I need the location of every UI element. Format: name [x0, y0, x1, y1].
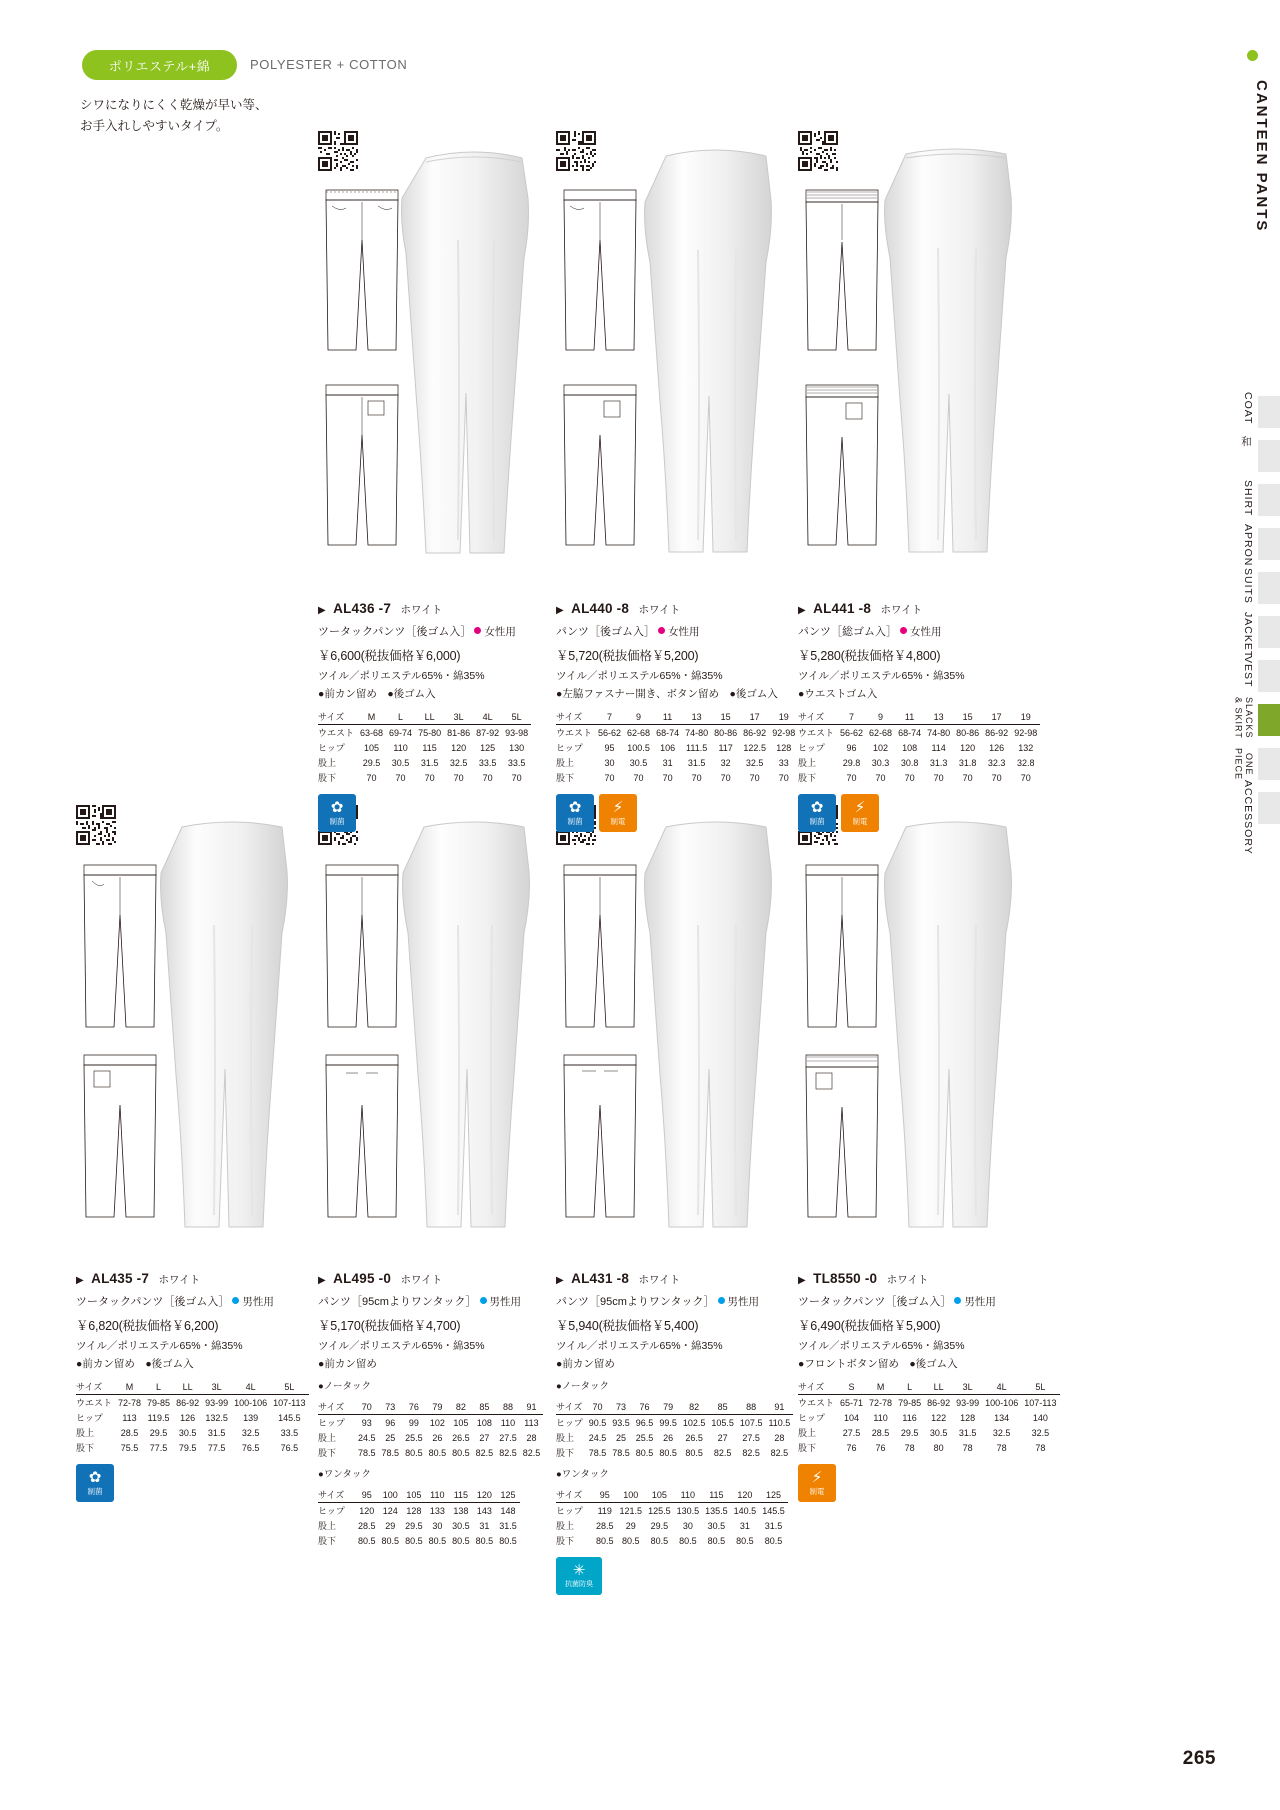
triangle-icon: ▶	[556, 1275, 564, 1286]
product-name: ツータックパンツ［後ゴム入］	[318, 626, 472, 638]
antistatic-icon: ⚡ 制電	[599, 794, 637, 832]
product-name-row	[318, 1294, 548, 1311]
technical-drawing-al435-back	[76, 1045, 164, 1230]
rail-tab-slacks-skirt[interactable]	[1222, 698, 1280, 742]
qr-code-al441	[798, 131, 838, 171]
rail-tab-apron[interactable]	[1222, 522, 1280, 566]
table-row: ヒップ 96 102 108 114 120 126 132	[798, 742, 1034, 754]
table-row: 股上 28.5 29 29.5 30 30.5 31 31.5	[318, 1520, 517, 1532]
table-row: ウエスト 65-71 72-78 79-85 86-92 93-99 100-106 107-113	[798, 1397, 1057, 1409]
gender-label	[474, 626, 516, 638]
rail-tab-label: SUITS	[1242, 568, 1254, 604]
table-row: ヒップ 95 100.5 106 111.5 117 122.5 128	[556, 742, 792, 754]
table-row: ヒップ 113 119.5 126 132.5 139 145.5	[76, 1412, 301, 1424]
product-material: ツイル／ポリエステル65%・綿35%	[556, 1339, 723, 1352]
product-card-al495	[318, 1270, 548, 1548]
triangle-icon: ▶	[798, 605, 806, 616]
size-table-al441: サイズ 7 9 11 13 15 17 19 ウエスト 56-62 62-68 68-74 74-80 80-86 86-92 92-98 ヒップ 96 102 108 114 120 126 132 股上 29.8 30.3 30.8 31.3 31.8 32.3 32.8 股下 70 70 70 70 70 70 70	[798, 709, 1040, 785]
product-code: AL435 -7	[91, 1271, 150, 1286]
page-number: 265	[1182, 1748, 1216, 1769]
rail-tab-block	[1258, 396, 1280, 428]
gender-dot-icon	[474, 627, 481, 634]
rail-tab-jacket[interactable]	[1222, 610, 1280, 659]
size-header: LL	[415, 709, 444, 725]
feature-icons	[556, 1557, 791, 1595]
product-header	[318, 1270, 548, 1288]
table-row: 股上 24.5 25 25.5 26 26.5 27 27.5 28	[318, 1432, 537, 1444]
triangle-icon: ▶	[76, 1275, 84, 1286]
rail-tab-block	[1258, 748, 1280, 780]
triangle-icon: ▶	[318, 605, 326, 616]
table-row: ヒップ 104 110 116 122 128 134 140	[798, 1412, 1048, 1424]
product-name-row	[318, 624, 533, 641]
product-material: ツイル／ポリエステル65%・綿35%	[556, 669, 723, 682]
rail-tab-block	[1258, 440, 1280, 472]
rail-tab-vest[interactable]	[1222, 654, 1280, 698]
product-header	[798, 1270, 1028, 1288]
product-spec: ●ウエストゴム入	[798, 687, 878, 700]
table-row: 股下 78.5 78.5 80.5 80.5 80.5 82.5 82.5 82.5	[318, 1447, 541, 1459]
product-card-al431	[556, 1270, 791, 1595]
technical-drawing-tl8550-back	[798, 1045, 886, 1230]
product-header	[798, 600, 1028, 618]
product-code: AL440 -8	[571, 601, 630, 616]
rail-tab-label: SHIRT	[1242, 480, 1254, 517]
technical-drawing-al431-front	[556, 855, 644, 1040]
technical-drawing-al440-front	[556, 180, 644, 365]
product-material: ツイル／ポリエステル65%・綿35%	[798, 669, 965, 682]
gender-dot-icon	[954, 1297, 961, 1304]
rail-tab-block	[1258, 660, 1280, 692]
technical-drawing-al435-front	[76, 855, 164, 1040]
table-row: 股下 70 70 70 70 70 70 70	[556, 772, 789, 784]
size-table-al440: サイズ 7 9 11 13 15 17 19 ウエスト 56-62 62-68 68-74 74-80 80-86 86-92 92-98 ヒップ 95 100.5 106 111.5 117 122.5 128 股上 30 30.5 31 31.5 32 32.5 33 股下 70 70 70 70 70 70 70	[556, 709, 798, 785]
size-table-al495-one-tuck: サイズ 95 100 105 110 115 120 125 ヒップ 120 124 128 133 138 143 148 股上 28.5 29 29.5 30 30.5 31 31.5 股下 80.5 80.5 80.5 80.5 80.5 80.5 80.5	[318, 1487, 520, 1548]
product-photo-al435	[156, 815, 308, 1235]
sub-table-label: ●ノータック	[556, 1381, 609, 1393]
category-badge	[82, 50, 237, 80]
product-code: AL431 -8	[571, 1271, 630, 1286]
antibacterial-icon: ✿ 制菌	[556, 794, 594, 832]
sub-table-label: ●ワンタック	[556, 1469, 609, 1481]
rail-tab-label: APRON	[1242, 524, 1254, 567]
table-row: ヒップ 119 121.5 125.5 130.5 135.5 140.5 145.5	[556, 1505, 785, 1517]
table-row: 股下 80.5 80.5 80.5 80.5 80.5 80.5 80.5	[318, 1535, 517, 1547]
lead-line-2: お手入れしやすいタイプ。	[80, 118, 229, 133]
product-name: パンツ［95cmよりワンタック］	[318, 1296, 477, 1308]
table-row: 股上 24.5 25 25.5 26 26.5 27 27.5 28	[556, 1432, 785, 1444]
qr-code-al440	[556, 131, 596, 171]
lead-line-1: シワになりにくく乾燥が早い等、	[80, 98, 268, 112]
gender-dot-icon	[480, 1297, 487, 1304]
feature-icons	[798, 794, 1028, 832]
product-price: ￥5,940(税抜価格￥5,400)	[556, 1318, 699, 1333]
product-spec: ●左脇ファスナー開き、ボタン留め ●後ゴム入	[556, 687, 778, 700]
size-table-al436	[318, 709, 531, 785]
technical-drawing-al495-back	[318, 1045, 406, 1230]
product-card-tl8550	[798, 1270, 1057, 1502]
product-name-row	[76, 1294, 291, 1311]
size-header: サイズ	[318, 709, 357, 725]
gender-dot-icon	[232, 1297, 239, 1304]
table-row: 股上 27.5 28.5 29.5 30.5 31.5 32.5 32.5	[798, 1427, 1050, 1439]
table-row: ウエスト 72-78 79-85 86-92 93-99 100-106 107-113	[76, 1397, 306, 1409]
category-badge-english: POLYESTER + COTTON	[250, 57, 408, 72]
technical-drawing-al436-front	[318, 180, 406, 365]
technical-drawing-al495-front	[318, 855, 406, 1040]
size-table-al431-one-tuck: サイズ 95 100 105 110 115 120 125 ヒップ 119 121.5 125.5 130.5 135.5 140.5 145.5 股上 28.5 29 29.5 30 30.5 31 31.5 股下 80.5 80.5 80.5 80.5 80.5 80.5 80.5	[556, 1487, 788, 1548]
rail-tab-coat[interactable]	[1222, 390, 1280, 434]
lead-text	[80, 95, 268, 136]
gender-text: 男性用	[727, 1296, 760, 1308]
rail-tab-block	[1258, 792, 1280, 824]
table-row: 股下 80.5 80.5 80.5 80.5 80.5 80.5 80.5	[556, 1535, 783, 1547]
antistatic-icon: ⚡ 制電	[798, 1464, 836, 1502]
gender-dot-icon	[900, 627, 907, 634]
product-name-row	[798, 1294, 1028, 1311]
product-material: ツイル／ポリエステル65%・綿35%	[318, 669, 485, 682]
product-name-row	[556, 1294, 791, 1311]
product-photo-tl8550	[880, 815, 1032, 1235]
product-price: ￥6,490(税抜価格￥5,900)	[798, 1318, 941, 1333]
product-name: ツータックパンツ［後ゴム入］	[798, 1296, 952, 1308]
size-header: L	[386, 709, 415, 725]
table-row: ヒップ 93 96 99 102 105 108 110 113	[318, 1417, 539, 1429]
size-header: 5L	[502, 709, 531, 725]
product-photo-al441	[880, 140, 1032, 560]
rail-tab-block	[1258, 704, 1280, 736]
size-header: 4L	[473, 709, 502, 725]
table-row: 股下 75.5 77.5 79.5 77.5 76.5 76.5	[76, 1442, 299, 1454]
product-code: TL8550 -0	[813, 1271, 878, 1286]
gender-label	[900, 626, 942, 638]
rail-tab-wa[interactable]	[1222, 434, 1280, 478]
table-row: 股上 28.5 29.5 30.5 31.5 32.5 33.5	[76, 1427, 299, 1439]
triangle-icon: ▶	[556, 605, 564, 616]
product-spec: ●前カン留め	[556, 1357, 615, 1370]
product-material: ツイル／ポリエステル65%・綿35%	[76, 1339, 243, 1352]
gender-text: 男性用	[489, 1296, 522, 1308]
product-price: ￥5,280(税抜価格￥4,800)	[798, 648, 941, 663]
feature-icons	[76, 1464, 291, 1502]
table-row: ヒップ 105 110 115 120 125 130	[318, 742, 525, 754]
rail-tab-accessory[interactable]	[1222, 780, 1280, 855]
gender-text: 女性用	[484, 626, 516, 638]
feature-icons	[798, 1464, 1028, 1502]
product-spec: ●前カン留め ●後ゴム入	[318, 687, 436, 700]
product-header	[556, 600, 781, 618]
rail-tab-block	[1258, 528, 1280, 560]
product-card-al435	[76, 1270, 306, 1502]
table-row: 股上 29.5 30.5 31.5 32.5 33.5 33.5	[318, 757, 526, 769]
triangle-icon: ▶	[798, 1275, 806, 1286]
product-header	[76, 1270, 291, 1288]
table-row: ウエスト 63-68 69-74 75-80 81-86 87-92 93-98	[318, 727, 529, 739]
antibacterial-icon: ✿ 制菌	[318, 794, 356, 832]
product-name-row	[798, 624, 1028, 641]
rail-tab-suits[interactable]	[1222, 566, 1280, 610]
product-color: ホワイト	[638, 1274, 681, 1286]
rail-tab-shirt[interactable]	[1222, 478, 1280, 522]
product-color: ホワイト	[158, 1274, 201, 1286]
table-row: ウエスト 56-62 62-68 68-74 74-80 80-86 86-92 92-98	[798, 727, 1038, 739]
feature-icons	[556, 794, 781, 832]
product-spec: ●前カン留め ●後ゴム入	[76, 1357, 194, 1370]
gender-label	[232, 1296, 274, 1308]
product-price: ￥5,720(税抜価格￥5,200)	[556, 648, 699, 663]
rail-tab-label: JACKET	[1242, 612, 1254, 659]
rail-tab-label: ONE PIECE	[1233, 747, 1254, 780]
feature-icons	[318, 794, 533, 832]
product-name: パンツ［95cmよりワンタック］	[556, 1296, 715, 1308]
product-code: AL436 -7	[333, 601, 392, 616]
table-row: ヒップ 120 124 128 133 138 143 148	[318, 1505, 516, 1517]
product-card-al441	[798, 600, 1038, 832]
rail-dot-icon	[1247, 50, 1258, 61]
rail-section-title: CANTEEN PANTS	[1253, 80, 1270, 233]
size-header: M	[357, 709, 386, 725]
rail-tab-label: 和	[1240, 436, 1252, 448]
size-table-al431-no-tuck: サイズ 70 73 76 79 82 85 88 91 ヒップ 90.5 93.5 96.5 99.5 102.5 105.5 107.5 110.5 股上 24.5 25 25.5 26 26.5 27 27.5 28 股下 78.5 78.5 80.5 80.5 80.5 82.5 82.5 82.5	[556, 1399, 793, 1460]
rail-tab-block	[1258, 616, 1280, 648]
product-price: ￥6,600(税抜価格￥6,000)	[318, 648, 461, 663]
product-name: パンツ［総ゴム入］	[798, 626, 897, 638]
side-index-rail	[1218, 0, 1280, 1810]
product-price: ￥6,820(税抜価格￥6,200)	[76, 1318, 219, 1333]
table-row: 股下 70 70 70 70 70 70	[318, 772, 522, 784]
product-photo-al436	[398, 140, 550, 560]
size-table-al435: サイズ M L LL 3L 4L 5L ウエスト 72-78 79-85 86-92 93-99 100-106 107-113 ヒップ 113 119.5 126 132.5 139 145.5 股上 28.5 29.5 30.5 31.5 32.5 33.5 股下 75.5 77.5 79.5 77.5 76.5 76.5	[76, 1379, 309, 1455]
rail-tab-label: COAT	[1242, 392, 1254, 425]
rail-tab-label: ACCESSORY	[1242, 780, 1254, 855]
product-header	[318, 600, 533, 618]
table-row: 股下 76 76 78 80 78 78 78	[798, 1442, 1046, 1454]
product-name-row	[556, 624, 781, 641]
table-row: ウエスト 56-62 62-68 68-74 74-80 80-86 86-92 92-98	[556, 727, 796, 739]
triangle-icon: ▶	[318, 1275, 326, 1286]
product-code: AL495 -0	[333, 1271, 392, 1286]
gender-label	[954, 1296, 996, 1308]
technical-drawing-al441-front	[798, 180, 886, 365]
antibacterial-icon: ✿ 制菌	[76, 1464, 114, 1502]
qr-code-al436	[318, 131, 358, 171]
product-header	[556, 1270, 791, 1288]
size-table-al495-no-tuck: サイズ 70 73 76 79 82 85 88 91 ヒップ 93 96 99 102 105 108 110 113 股上 24.5 25 25.5 26 26.5 27 27.5 28 股下 78.5 78.5 80.5 80.5 80.5 82.5 82.5 82.5	[318, 1399, 543, 1460]
product-material: ツイル／ポリエステル65%・綿35%	[798, 1339, 965, 1352]
qr-code-al435	[76, 805, 116, 845]
gender-dot-icon	[718, 1297, 725, 1304]
category-badge-label: ポリエステル+綿	[108, 58, 211, 74]
gender-text: 女性用	[668, 626, 700, 638]
product-color: ホワイト	[400, 604, 443, 616]
product-color: ホワイト	[886, 1274, 929, 1286]
gender-dot-icon	[658, 627, 665, 634]
product-photo-al431	[640, 815, 792, 1235]
table-row: 股上 29.8 30.3 30.8 31.3 31.8 32.3 32.8	[798, 757, 1035, 769]
product-card-al436	[318, 600, 533, 832]
size-header: 3L	[444, 709, 473, 725]
rail-tab-label: VEST	[1242, 656, 1254, 688]
technical-drawing-al441-back	[798, 375, 886, 560]
technical-drawing-al436-back	[318, 375, 406, 560]
product-photo-al495	[398, 815, 550, 1235]
rail-tab-label: SLACKS & SKIRT	[1233, 697, 1254, 739]
antibacterial-deodorant-icon: ✳ 抗菌防臭	[556, 1557, 602, 1595]
table-row: 股上 28.5 29 29.5 30 30.5 31 31.5	[556, 1520, 783, 1532]
product-price: ￥5,170(税抜価格￥4,700)	[318, 1318, 461, 1333]
table-row: 股下 70 70 70 70 70 70 70	[798, 772, 1031, 784]
gender-text: 女性用	[910, 626, 942, 638]
product-color: ホワイト	[638, 604, 681, 616]
antistatic-icon: ⚡ 制電	[841, 794, 879, 832]
sub-table-label: ●ノータック	[318, 1381, 371, 1393]
technical-drawing-tl8550-front	[798, 855, 886, 1040]
product-spec: ●フロントボタン留め ●後ゴム入	[798, 1357, 958, 1370]
gender-text: 男性用	[964, 1296, 996, 1308]
table-row: 股下 78.5 78.5 80.5 80.5 80.5 82.5 82.5 82.5	[556, 1447, 789, 1459]
product-code: AL441 -8	[813, 601, 872, 616]
product-material: ツイル／ポリエステル65%・綿35%	[318, 1339, 485, 1352]
product-color: ホワイト	[880, 604, 923, 616]
rail-tab-block	[1258, 484, 1280, 516]
product-color: ホワイト	[400, 1274, 443, 1286]
rail-tab-block	[1258, 572, 1280, 604]
product-name: ツータックパンツ［後ゴム入］	[76, 1296, 230, 1308]
size-table-tl8550: サイズ S M L LL 3L 4L 5L ウエスト 65-71 72-78 79-85 86-92 93-99 100-106 107-113 ヒップ 104 110 116 122 128 134 140 股上 27.5 28.5 29.5 30.5 31.5 32.5 32.5 股下 76 76 78 80 78 78 78	[798, 1379, 1060, 1455]
product-name: パンツ［後ゴム入］	[556, 626, 655, 638]
gender-label	[658, 626, 700, 638]
gender-text: 男性用	[242, 1296, 274, 1308]
product-photo-al440	[640, 140, 792, 560]
technical-drawing-al431-back	[556, 1045, 644, 1230]
gender-label	[480, 1296, 522, 1308]
gender-label	[718, 1296, 760, 1308]
table-row: 股上 30 30.5 31 31.5 32 32.5 33	[556, 757, 789, 769]
product-spec: ●前カン留め	[318, 1357, 377, 1370]
product-card-al440	[556, 600, 796, 832]
antibacterial-icon: ✿ 制菌	[798, 794, 836, 832]
technical-drawing-al440-back	[556, 375, 644, 560]
table-row: ヒップ 90.5 93.5 96.5 99.5 102.5 105.5 107.5 110.5	[556, 1417, 791, 1429]
sub-table-label: ●ワンタック	[318, 1469, 371, 1481]
